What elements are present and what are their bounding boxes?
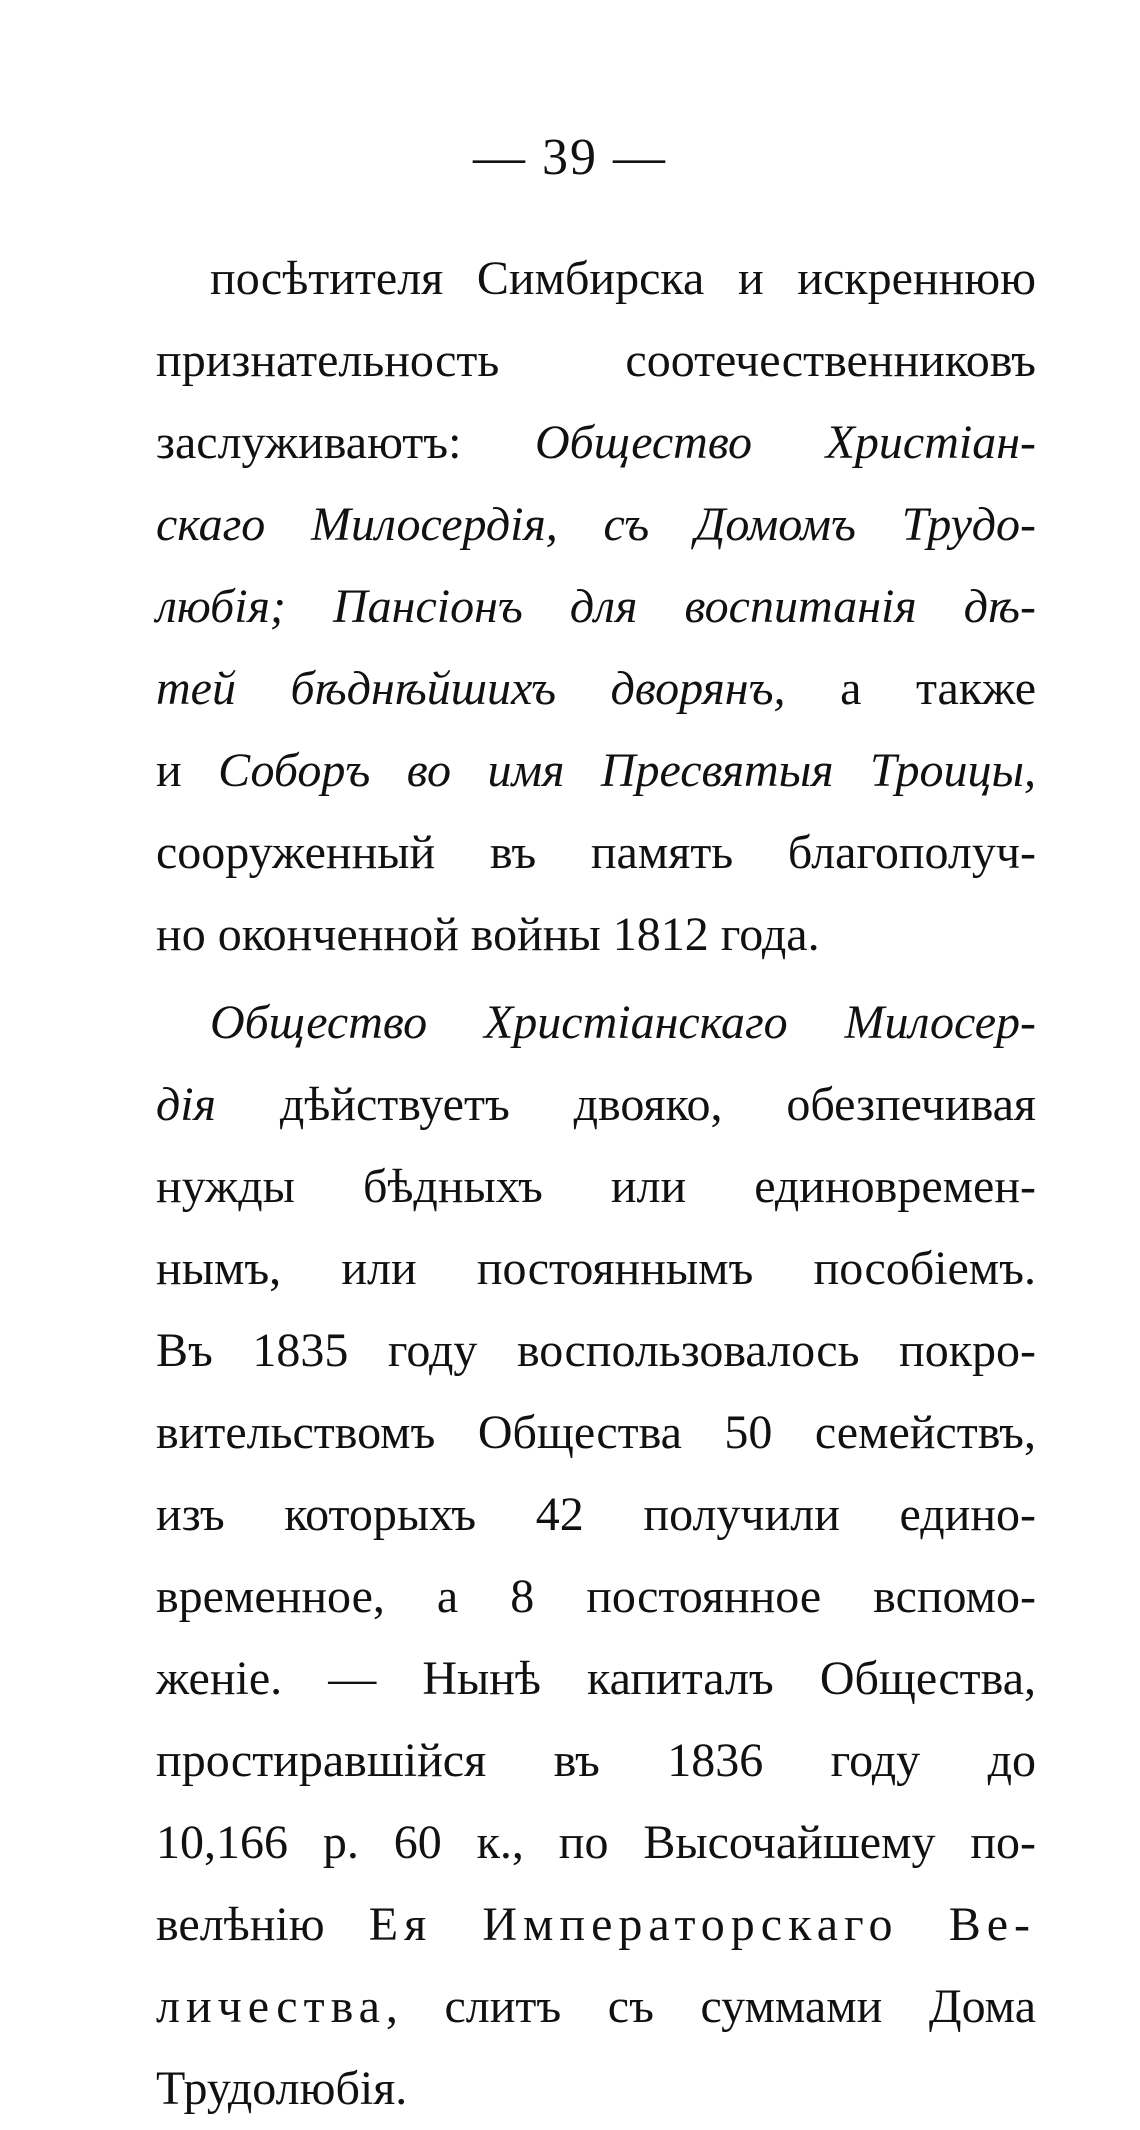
text-line bbox=[156, 1966, 1036, 2048]
text-run: но оконченной войны 1812 года. bbox=[156, 908, 820, 961]
text-run: изъ которыхъ 42 получили едино- bbox=[156, 1488, 1036, 1541]
text-run: велѣнію bbox=[156, 1898, 369, 1951]
text-line bbox=[156, 894, 1036, 976]
text-run: признательность соотечественниковъ bbox=[156, 334, 1036, 387]
text-line bbox=[156, 648, 1036, 730]
text-run: заслуживаютъ: bbox=[156, 416, 535, 469]
body-text bbox=[156, 238, 1036, 2130]
text-run: дѣйствуетъ двояко, обезпечивая bbox=[215, 1078, 1036, 1131]
text-line bbox=[156, 1638, 1036, 1720]
text-run: любія; Пансіонъ для воспитанія дѣ- bbox=[156, 580, 1036, 633]
text-run: 10,166 р. 60 к., по Высочайшему по- bbox=[156, 1816, 1036, 1869]
text-line bbox=[156, 1556, 1036, 1638]
text-line bbox=[156, 1310, 1036, 1392]
text-run: Общество Христіан- bbox=[534, 416, 1036, 469]
text-run: Трудолюбія. bbox=[156, 2062, 408, 2115]
text-line bbox=[156, 1474, 1036, 1556]
text-line bbox=[156, 402, 1036, 484]
text-run: нужды бѣдныхъ или единовремен- bbox=[156, 1160, 1036, 1213]
text-run: простиравшійся въ 1836 году до bbox=[156, 1734, 1036, 1787]
text-line bbox=[156, 320, 1036, 402]
text-line bbox=[156, 1228, 1036, 1310]
text-run: посѣтителя Симбирска и искреннюю bbox=[210, 252, 1036, 305]
text-line bbox=[156, 982, 1036, 1064]
text-run: и bbox=[156, 744, 219, 797]
text-line bbox=[156, 1802, 1036, 1884]
text-run: временное, а 8 постоянное вспомо- bbox=[156, 1570, 1036, 1623]
text-run: Ея Императорскаго Ве- bbox=[368, 1898, 1036, 1951]
text-line bbox=[156, 1146, 1036, 1228]
paragraph-1 bbox=[156, 238, 1036, 976]
page-number: — 39 — bbox=[473, 129, 667, 186]
text-line bbox=[156, 2048, 1036, 2130]
text-line bbox=[156, 812, 1036, 894]
paragraph-2 bbox=[156, 982, 1036, 2130]
text-run: Общество Христіанскаго Милосер- bbox=[210, 996, 1036, 1049]
text-run: Въ 1835 году воспользовалось покро- bbox=[156, 1324, 1036, 1377]
text-line bbox=[156, 1064, 1036, 1146]
text-run: , слитъ съ суммами Дома bbox=[385, 1980, 1036, 2033]
text-run: Соборъ во имя Пресвятыя Троицы, bbox=[218, 744, 1037, 797]
text-run: вительствомъ Общества 50 семействъ, bbox=[156, 1406, 1036, 1459]
text-line bbox=[156, 730, 1036, 812]
text-run: тей бѣднѣйшихъ дворянъ, bbox=[156, 662, 786, 715]
text-run: личества bbox=[156, 1980, 386, 2033]
text-line bbox=[156, 1392, 1036, 1474]
text-line bbox=[156, 1884, 1036, 1966]
text-run: сооруженный въ память благополуч- bbox=[156, 826, 1036, 879]
text-run: женіе. — Нынѣ капиталъ Общества, bbox=[156, 1652, 1036, 1705]
text-run: нымъ, или постояннымъ пособіемъ. bbox=[156, 1242, 1036, 1295]
text-run: а также bbox=[785, 662, 1036, 715]
text-run: дія bbox=[156, 1078, 216, 1131]
text-line bbox=[156, 484, 1036, 566]
text-run: скаго Милосердія, съ Домомъ Трудо- bbox=[156, 498, 1036, 551]
text-line bbox=[156, 566, 1036, 648]
text-line bbox=[156, 238, 1036, 320]
text-line bbox=[156, 1720, 1036, 1802]
